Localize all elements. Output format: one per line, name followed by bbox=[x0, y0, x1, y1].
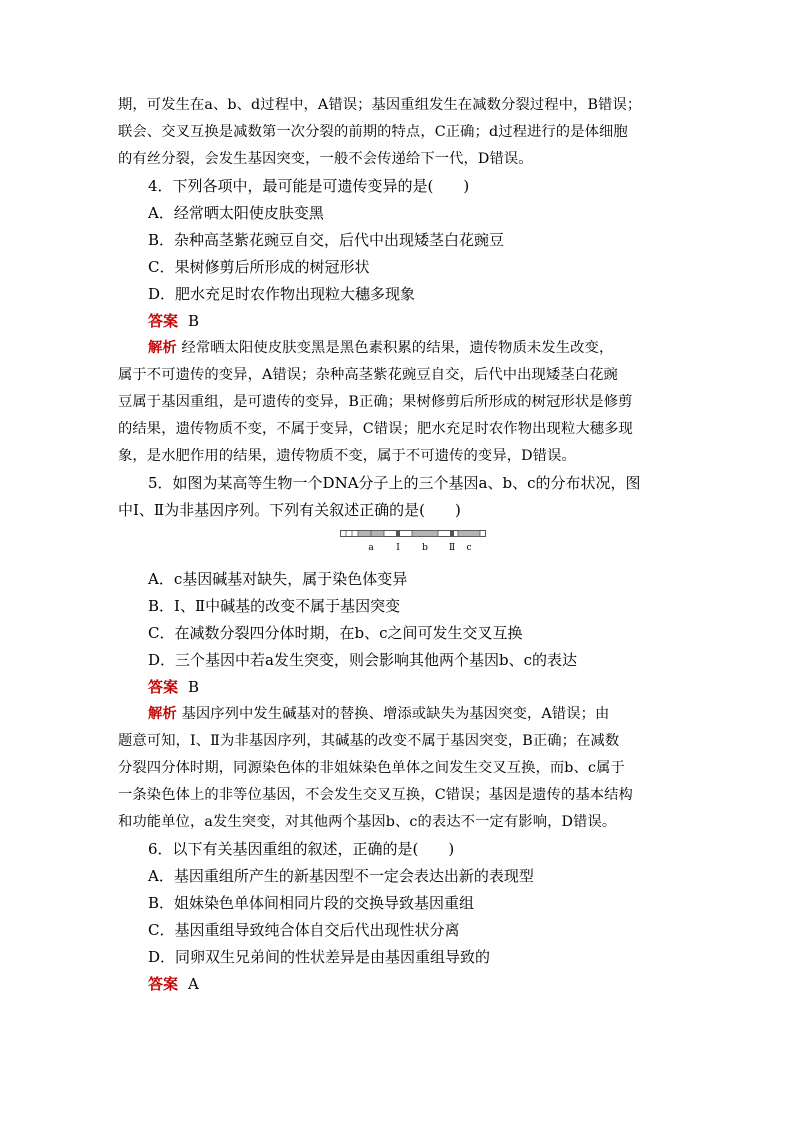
explanation-line: 分裂四分体时期，同源染色体的非姐妹染色单体之间发生交叉互换，而b、c属于 bbox=[118, 760, 625, 776]
answer-row bbox=[118, 308, 678, 335]
explanation-first-line bbox=[118, 701, 678, 728]
answer-row bbox=[118, 674, 678, 701]
explanation-label: 解析 bbox=[148, 706, 177, 722]
text-line: 联会、交叉互换是减数第一次分裂的前期的特点，C正确；d过程进行的是体细胞 bbox=[118, 124, 628, 140]
gene-b-segment bbox=[412, 531, 438, 537]
question-5 bbox=[118, 470, 678, 836]
question-6 bbox=[118, 836, 678, 998]
prev-explanation-continuation bbox=[118, 92, 678, 173]
explanation-line: 豆属于基因重组，是可遗传的变异，B正确；果树修剪后所形成的树冠形状是修剪 bbox=[118, 394, 633, 410]
explanation-text: 基因序列中发生碱基对的替换、增添或缺失为基因突变，A错误；由 bbox=[181, 706, 610, 722]
answer-label: 答案 bbox=[148, 312, 179, 330]
answer-label: 答案 bbox=[148, 678, 179, 696]
explanation-text: 经常晒太阳使皮肤变黑是黑色素积累的结果，遗传物质未发生改变， bbox=[181, 340, 614, 356]
page-content bbox=[118, 92, 678, 998]
explanation-line: 一条染色体上的非等位基因，不会发生交叉互换，C错误；基因是遗传的基本结构 bbox=[118, 787, 633, 803]
explanation-line: 属于不可遗传的变异，A错误；杂种高茎紫花豌豆自交，后代中出现矮茎白花豌 bbox=[118, 367, 618, 383]
label-gene-b: b bbox=[422, 543, 428, 553]
answer-value: B bbox=[188, 312, 200, 330]
answer-value: A bbox=[188, 975, 199, 993]
option-d: D．同卵双生兄弟间的性状差异是由基因重组导致的 bbox=[148, 948, 491, 966]
option-a: A．经常晒太阳使皮肤变黑 bbox=[148, 204, 324, 222]
answer-value: B bbox=[188, 678, 200, 696]
answer-row bbox=[118, 971, 678, 998]
label-noncoding-2: Ⅱ bbox=[448, 543, 456, 553]
gene-c-segment bbox=[458, 531, 480, 537]
label-gene-a: a bbox=[368, 543, 374, 553]
explanation-label: 解析 bbox=[148, 340, 177, 356]
question-stem: 5．如图为某高等生物一个DNA分子上的三个基因a、b、c的分布状况，图 bbox=[148, 474, 641, 492]
question-stem: 6．以下有关基因重组的叙述，正确的是( ) bbox=[148, 840, 455, 858]
option-d: D．肥水充足时农作物出现粒大穗多现象 bbox=[148, 285, 416, 303]
dna-diagram bbox=[340, 530, 486, 556]
answer-label: 答案 bbox=[148, 975, 179, 993]
option-a: A．c基因碱基对缺失，属于染色体变异 bbox=[148, 570, 408, 588]
option-b: B．杂种高茎紫花豌豆自交，后代中出现矮茎白花豌豆 bbox=[148, 231, 505, 249]
label-noncoding-1: Ⅰ bbox=[396, 543, 400, 553]
option-a: A．基因重组所产生的新基因型不一定会表达出新的表现型 bbox=[148, 867, 534, 885]
explanation-first-line bbox=[118, 335, 678, 362]
explanation-line: 象，是水肥作用的结果，遗传物质不变，属于不可遗传的变异，D错误。 bbox=[118, 448, 576, 464]
option-c: C．果树修剪后所形成的树冠形状 bbox=[148, 258, 370, 276]
explanation-line: 和功能单位，a发生突变，对其他两个基因b、c的表达不一定有影响，D错误。 bbox=[118, 814, 617, 830]
question-stem-continued: 中Ⅰ、Ⅱ为非基因序列。下列有关叙述正确的是( ) bbox=[118, 501, 461, 519]
option-d: D．三个基因中若a发生突变，则会影响其他两个基因b、c的表达 bbox=[148, 651, 577, 669]
label-gene-c: c bbox=[466, 543, 472, 553]
question-stem: 4．下列各项中，最可能是可遗传变异的是( ) bbox=[148, 177, 470, 195]
option-b: B．Ⅰ、Ⅱ中碱基的改变不属于基因突变 bbox=[148, 597, 401, 615]
noncoding-1-segment bbox=[396, 531, 400, 537]
option-b: B．姐妹染色单体间相同片段的交换导致基因重组 bbox=[148, 894, 475, 912]
question-4 bbox=[118, 173, 678, 470]
explanation-line: 的结果，遗传物质不变，不属于变异，C错误；肥水充足时农作物出现粒大穗多现 bbox=[118, 421, 633, 437]
option-c: C．在减数分裂四分体时期，在b、c之间可发生交叉互换 bbox=[148, 624, 523, 642]
noncoding-2-segment bbox=[450, 531, 454, 537]
dna-gene-figure bbox=[118, 524, 678, 566]
text-line: 期，可发生在a、b、d过程中，A错误；基因重组发生在减数分裂过程中，B错误； bbox=[118, 97, 642, 113]
option-c: C．基因重组导致纯合体自交后代出现性状分离 bbox=[148, 921, 460, 939]
explanation-line: 题意可知，Ⅰ、Ⅱ为非基因序列，其碱基的改变不属于基因突变，B正确；在减数 bbox=[118, 733, 620, 749]
text-line: 的有丝分裂，会发生基因突变，一般不会传递给下一代，D错误。 bbox=[118, 151, 533, 167]
